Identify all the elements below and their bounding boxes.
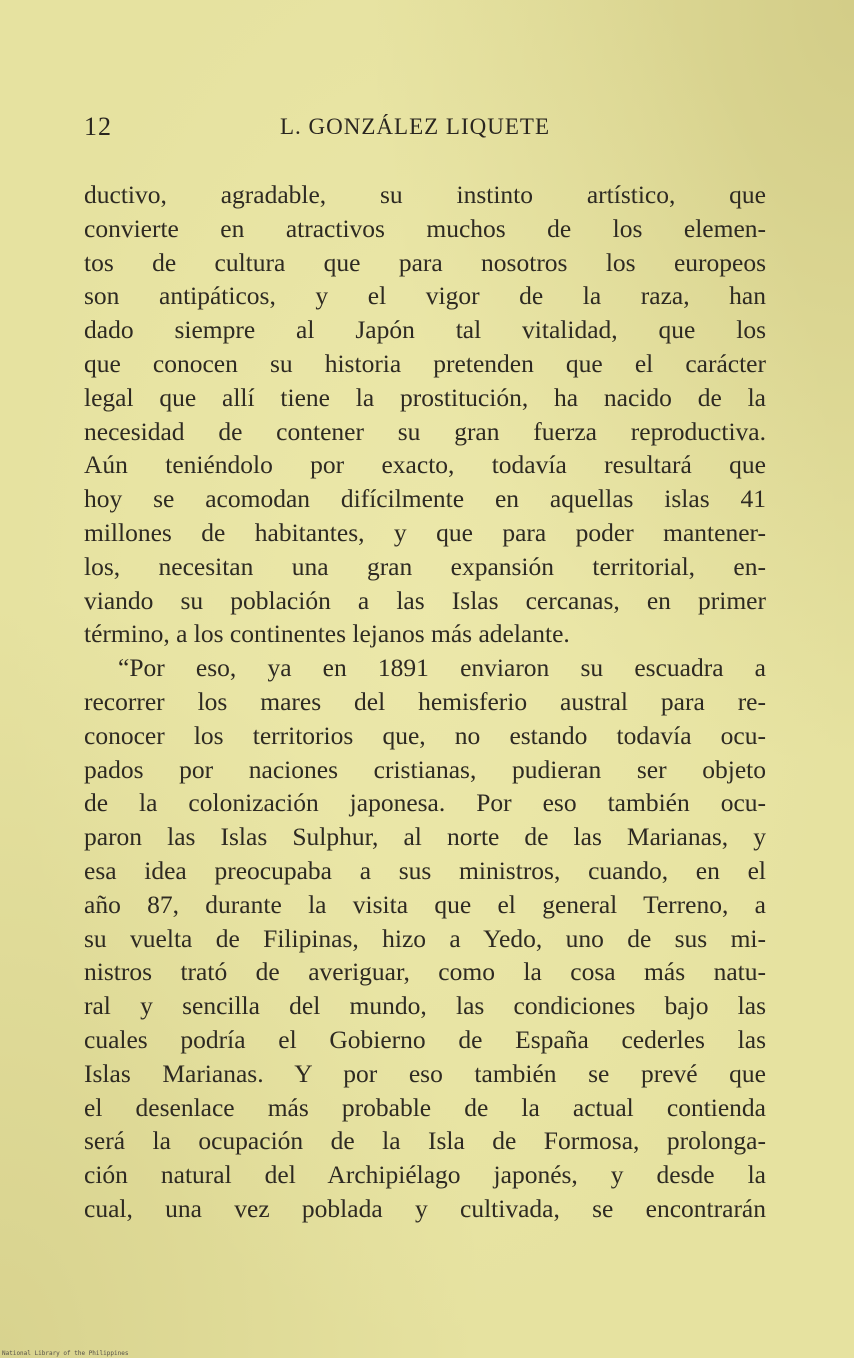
text-line: cual, una vez poblada y cultivada, se encontrarán (84, 1193, 766, 1223)
text-line: ral y sencilla del mundo, las condiciones bajo las (84, 991, 766, 1021)
text-line: nistros trató de averiguar, como la cosa más natu- (84, 957, 766, 987)
header-title: L. GONZÁLEZ LIQUETE (280, 114, 551, 139)
text-line: será la ocupación de la Isla de Formosa, prolonga- (84, 1126, 766, 1156)
text-line: año 87, durante la visita que el general Terreno, a (84, 889, 766, 919)
text-line: ductivo, agradable, su instinto artístico, que (84, 180, 766, 209)
text-line: su vuelta de Filipinas, hizo a Yedo, uno de sus mi- (84, 923, 766, 953)
text-line: ción natural del Archipiélago japonés, y desde la (84, 1160, 766, 1190)
text-line: tos de cultura que para nosotros los europeos (84, 247, 766, 277)
text-line: legal que allí tiene la prostitución, ha nacido de la (84, 382, 766, 412)
text-line: Aún teniéndolo por exacto, todavía resultará que (84, 450, 766, 480)
paragraph-end-line: término, a los continentes lejanos más adelante. (84, 619, 570, 649)
text-line: esa idea preocupaba a sus ministros, cuando, en el (84, 855, 766, 885)
text-line: necesidad de contener su gran fuerza reproductiva. (84, 416, 766, 446)
text-line: viando su población a las Islas cercanas, en primer (84, 585, 766, 615)
text-line: conocer los territorios que, no estando todavía ocu- (84, 720, 766, 750)
text-line: que conocen su historia pretenden que el carácter (84, 348, 766, 378)
text-line: paron las Islas Sulphur, al norte de las Marianas, y (84, 822, 766, 852)
library-credit: National Library of the Philippines (2, 1350, 129, 1357)
text-line: son antipáticos, y el vigor de la raza, han (84, 281, 766, 311)
text-line: el desenlace más probable de la actual contienda (84, 1092, 766, 1122)
text-line: hoy se acomodan difícilmente en aquellas islas 41 (84, 484, 766, 514)
text-line: convierte en atractivos muchos de los elemen- (84, 213, 766, 243)
text-line: Islas Marianas. Y por eso también se prevé que (84, 1058, 766, 1088)
text-line: pados por naciones cristianas, pudieran ser objeto (84, 754, 766, 784)
body-text (84, 178, 766, 1226)
text-line: los, necesitan una gran expansión territorial, en- (84, 551, 766, 581)
text-line: dado siempre al Japón tal vitalidad, que los (84, 315, 766, 345)
text-line: cuales podría el Gobierno de España cederles las (84, 1024, 766, 1054)
page-number: 12 (84, 112, 112, 141)
paragraph-start-line: “Por eso, ya en 1891 enviaron su escuadra a (118, 653, 766, 683)
text-line: millones de habitantes, y que para poder mantener- (84, 517, 766, 547)
running-header (84, 112, 770, 142)
text-line: de la colonización japonesa. Por eso también ocu- (84, 788, 766, 818)
text-line: recorrer los mares del hemisferio austral para re- (84, 686, 766, 716)
